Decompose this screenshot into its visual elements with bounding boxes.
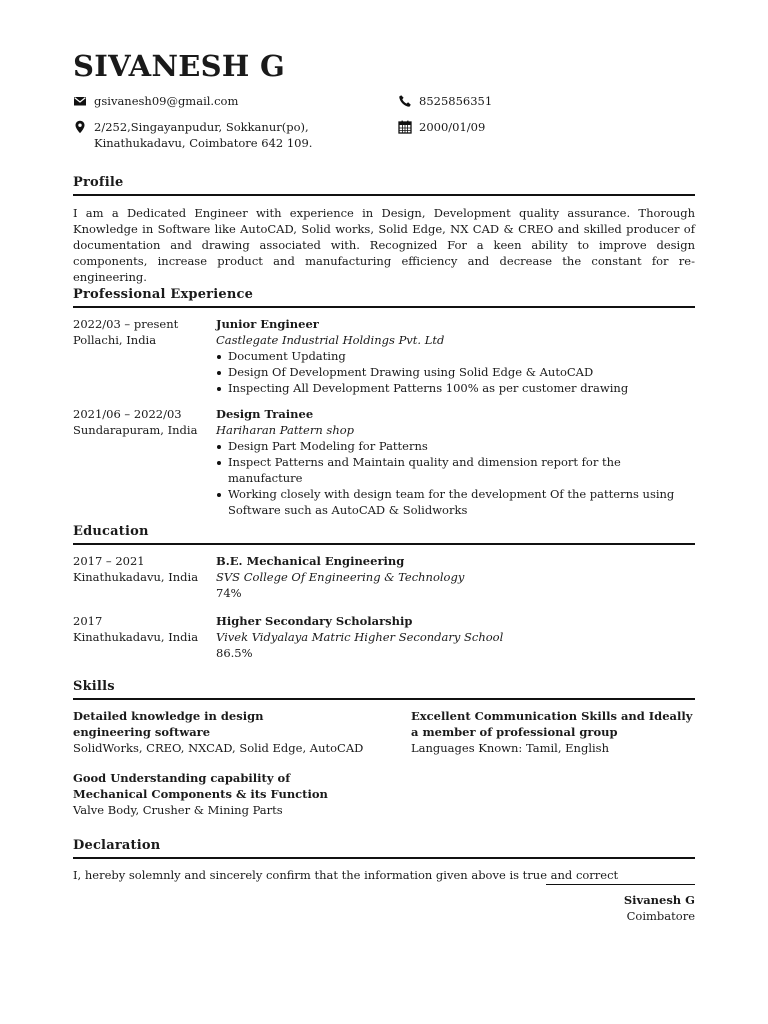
skill-item [73,770,411,818]
experience-entry [73,316,695,396]
education-heading: Education [73,524,695,545]
education-entry [73,613,695,661]
profile-text: I am a Dedicated Engineer with experience in Design, Development quality assurance. Thorough Knowledge in Software like AutoCAD, Solid works, Solid Edge, NX CAD & CREO and skilled producer of documentation and drawing associated with. Recognized For a keen ability to improve design components, increase product and manufacturing efficiency and decrease the constant for re- engineering. [73,206,695,284]
education-meta [73,553,216,601]
experience-dates: 2022/03 – present [73,317,179,331]
job-title: Junior Engineer [216,317,319,331]
company-name: Hariharan Pattern shop [216,423,355,437]
education-details [216,553,695,601]
job-title: Design Trainee [216,407,314,421]
calendar-icon [398,120,412,134]
contact-phone [398,93,492,109]
phone-text[interactable]: 8525856351 [419,94,493,108]
skill-item [411,708,695,756]
company-name: Castlegate Industrial Holdings Pvt. Ltd [216,333,445,347]
spacer [73,396,695,406]
experience-heading: Professional Experience [73,287,695,308]
education-location: Kinathukadavu, India [73,570,199,584]
experience-details [216,316,695,396]
experience-details [216,406,695,518]
degree-name: Higher Secondary Scholarship [216,614,413,628]
address-line-2: Kinathukadavu, Coimbatore 642 109. [94,136,313,150]
mail-icon [73,94,87,108]
duty-item: Design Of Development Drawing using Solid Edge & AutoCAD [216,364,695,380]
experience-meta [73,316,216,396]
duty-list [216,348,695,396]
skills-section [73,679,695,818]
education-dates: 2017 [73,614,103,628]
skill-detail: Languages Known: Tamil, English [411,741,609,755]
declaration-text: I, hereby solemnly and sincerely confirm that the information given above is true and correct [73,868,619,882]
location-pin-icon [73,120,87,134]
skills-grid [73,708,695,818]
declaration-heading: Declaration [73,838,695,859]
experience-section [73,287,695,518]
contact-email [73,93,238,109]
declaration-section [73,838,695,883]
education-dates: 2017 – 2021 [73,554,145,568]
education-location: Kinathukadavu, India [73,630,199,644]
skill-item [73,708,411,756]
duty-item: Inspecting All Development Patterns 100% as per customer drawing [216,380,695,396]
experience-location: Sundarapuram, India [73,423,198,437]
skill-detail: SolidWorks, CREO, NXCAD, Solid Edge, AutoCAD [73,741,364,755]
signature-place: Coimbatore [626,909,695,923]
degree-name: B.E. Mechanical Engineering [216,554,405,568]
duty-item: Working closely with design team for the development Of the patterns using Software such as AutoCAD & Solidworks [216,486,695,518]
education-entry [73,553,695,601]
email-text[interactable]: gsivanesh09@gmail.com [94,94,239,108]
experience-entry [73,406,695,518]
profile-section [73,175,695,285]
signature-line [546,884,695,885]
education-score: 86.5% [216,646,253,660]
signature-block [624,892,695,924]
education-meta [73,613,216,661]
spacer [73,601,695,613]
experience-dates: 2021/06 – 2022/03 [73,407,182,421]
experience-location: Pollachi, India [73,333,157,347]
skill-title: Excellent Communication Skills and Ideally a member of professional group [411,709,693,739]
address-line-1: 2/252,Singayanpudur, Sokkanur(po), [94,120,309,134]
duty-item: Inspect Patterns and Maintain quality and dimension report for the manufacture [216,454,695,486]
candidate-name: SIVANESH G [73,49,286,83]
address-text [94,119,312,151]
education-details [216,613,695,661]
skill-title: Good Understanding capability of Mechanical Components & its Function [73,771,328,801]
education-score: 74% [216,586,242,600]
duty-item: Document Updating [216,348,695,364]
contact-dob [398,119,485,135]
duty-item: Design Part Modeling for Patterns [216,438,695,454]
skills-heading: Skills [73,679,695,700]
signature-name: Sivanesh G [623,893,695,907]
dob-text: 2000/01/09 [419,120,486,134]
duty-list [216,438,695,518]
school-name: Vivek Vidyalaya Matric Higher Secondary School [216,630,504,644]
skill-detail: Valve Body, Crusher & Mining Parts [73,803,283,817]
profile-heading: Profile [73,175,695,196]
experience-meta [73,406,216,518]
contact-address [73,119,312,151]
school-name: SVS College Of Engineering & Technology [216,570,465,584]
skill-title: Detailed knowledge in design engineering software [73,709,264,739]
phone-icon [398,94,412,108]
education-section [73,524,695,661]
